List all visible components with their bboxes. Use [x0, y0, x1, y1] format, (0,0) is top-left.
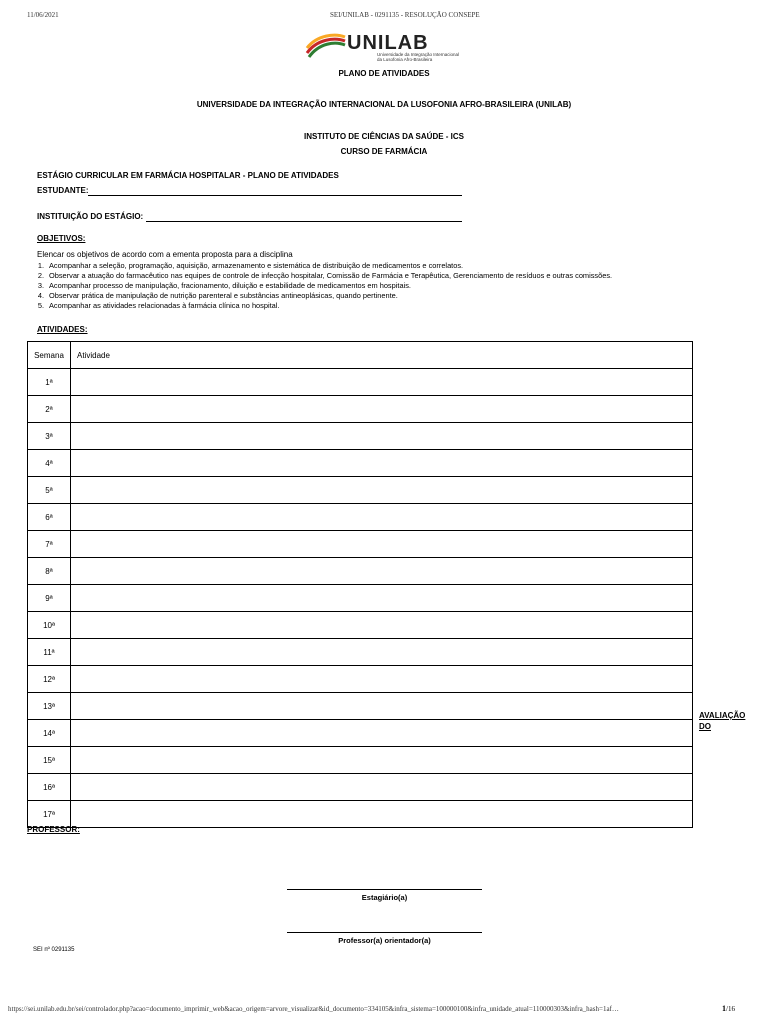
table-row	[28, 477, 693, 504]
advisor-signature-label: Professor(a) orientador(a)	[338, 936, 431, 945]
evaluation-label-line-2: DO	[699, 722, 711, 731]
activity-cell[interactable]	[71, 450, 693, 477]
objective-item: 2. Observar a atuação do farmacêutico nas equipes de controle de infecção hospitalar, Comissão de Farmácia e Terapêutica, Gerenciamento de resíduos e outras comissões.	[37, 271, 613, 280]
week-cell: 9ª	[28, 585, 71, 612]
activity-cell[interactable]	[71, 423, 693, 450]
table-header-row	[28, 342, 693, 369]
activities-body	[28, 369, 693, 828]
week-cell: 13ª	[28, 693, 71, 720]
section-title: ESTÁGIO CURRICULAR EM FARMÁCIA HOSPITALAR - PLANO DE ATIVIDADES	[37, 171, 339, 180]
activity-cell[interactable]	[71, 558, 693, 585]
activity-cell[interactable]	[71, 369, 693, 396]
advisor-signature-line	[287, 932, 482, 933]
week-cell: 4ª	[28, 450, 71, 477]
course-name: CURSO DE FARMÁCIA	[340, 147, 428, 156]
table-row	[28, 504, 693, 531]
logo-wordmark: UNILAB	[347, 32, 429, 54]
student-signature-label: Estagiário(a)	[361, 893, 408, 902]
student-signature-line	[287, 889, 482, 890]
page-current: 1	[722, 1004, 726, 1013]
institution-label: INSTITUIÇÃO DO ESTÁGIO:	[37, 212, 144, 221]
table-row	[28, 531, 693, 558]
activity-cell[interactable]	[71, 666, 693, 693]
week-cell: 6ª	[28, 504, 71, 531]
print-title: SEI/UNILAB - 0291135 - RESOLUÇÃO CONSEPE	[330, 11, 480, 19]
week-cell: 10ª	[28, 612, 71, 639]
activity-cell[interactable]	[71, 612, 693, 639]
activity-cell[interactable]	[71, 477, 693, 504]
column-header-week: Semana	[28, 342, 71, 369]
institute-name: INSTITUTO DE CIÊNCIAS DA SAÚDE - ICS	[303, 132, 464, 141]
page-total: /16	[726, 1005, 735, 1013]
week-cell: 8ª	[28, 558, 71, 585]
activities-table	[27, 341, 693, 828]
page-heading: PLANO DE ATIVIDADES	[338, 69, 430, 78]
week-cell: 14ª	[28, 720, 71, 747]
objectives-label: OBJETIVOS:	[37, 234, 86, 243]
activity-cell[interactable]	[71, 774, 693, 801]
professor-label: PROFESSOR:	[27, 825, 80, 834]
objective-item: 3. Acompanhar processo de manipulação, fracionamento, diluição e estabilidade de medicamentos em hospitais.	[37, 281, 411, 290]
week-cell: 11ª	[28, 639, 71, 666]
week-cell: 17ª	[28, 801, 71, 828]
table-row	[28, 423, 693, 450]
sei-reference: SEI nº 0291135	[33, 947, 75, 953]
activity-cell[interactable]	[71, 639, 693, 666]
table-row	[28, 612, 693, 639]
activity-cell[interactable]	[71, 720, 693, 747]
column-header-activity: Atividade	[71, 342, 693, 369]
activity-cell[interactable]	[71, 801, 693, 828]
logo-tagline-1: Universidade da Integração Internacional	[377, 52, 460, 57]
university-name: UNIVERSIDADE DA INTEGRAÇÃO INTERNACIONAL DA LUSOFONIA AFRO-BRASILEIRA (UNILAB)	[196, 100, 572, 109]
student-label: ESTUDANTE:	[37, 186, 89, 195]
institution-field-line	[146, 221, 462, 222]
activity-cell[interactable]	[71, 396, 693, 423]
objectives-list	[30, 261, 612, 311]
week-cell: 15ª	[28, 747, 71, 774]
page-number	[722, 1004, 735, 1013]
table-row	[28, 585, 693, 612]
week-cell: 7ª	[28, 531, 71, 558]
print-date: 11/06/2021	[27, 11, 59, 19]
objectives-intro: Elencar os objetivos de acordo com a ementa proposta para a disciplina	[37, 250, 293, 259]
evaluation-label-line-1: AVALIAÇÃO	[699, 711, 746, 720]
table-row	[28, 666, 693, 693]
logo-tagline-2: da Lusofonia Afro-Brasileira	[377, 57, 433, 62]
activity-cell[interactable]	[71, 585, 693, 612]
table-row	[28, 693, 693, 720]
print-url: https://sei.unilab.edu.br/sei/controlador.php?acao=documento_imprimir_web&acao_origem=arvore_visualizar&id_documento=334105&infra_sistema=100000100&infra_unidade_atual=110000303&infra_hash=1af…	[8, 1005, 619, 1013]
week-cell: 5ª	[28, 477, 71, 504]
table-row	[28, 450, 693, 477]
table-row	[28, 747, 693, 774]
activity-cell[interactable]	[71, 531, 693, 558]
table-row	[28, 396, 693, 423]
activities-label: ATIVIDADES:	[37, 325, 88, 334]
table-row	[28, 801, 693, 828]
week-cell: 2ª	[28, 396, 71, 423]
unilab-logo	[305, 31, 465, 63]
week-cell: 1ª	[28, 369, 71, 396]
student-field-line	[88, 195, 462, 196]
activity-cell[interactable]	[71, 693, 693, 720]
objective-item: 1. Acompanhar a seleção, programação, aquisição, armazenamento e sistemática de distribuição de medicamentos e correlatos.	[37, 261, 464, 270]
week-cell: 3ª	[28, 423, 71, 450]
activity-cell[interactable]	[71, 504, 693, 531]
table-row	[28, 639, 693, 666]
week-cell: 12ª	[28, 666, 71, 693]
table-row	[28, 774, 693, 801]
activity-cell[interactable]	[71, 747, 693, 774]
objective-item: 5. Acompanhar as atividades relacionadas à farmácia clínica no hospital.	[37, 301, 280, 310]
table-row	[28, 369, 693, 396]
week-cell: 16ª	[28, 774, 71, 801]
objective-item: 4. Observar prática de manipulação de nutrição parenteral e substâncias antineoplásicas, quando pertinente.	[37, 291, 398, 300]
table-row	[28, 558, 693, 585]
table-row	[28, 720, 693, 747]
